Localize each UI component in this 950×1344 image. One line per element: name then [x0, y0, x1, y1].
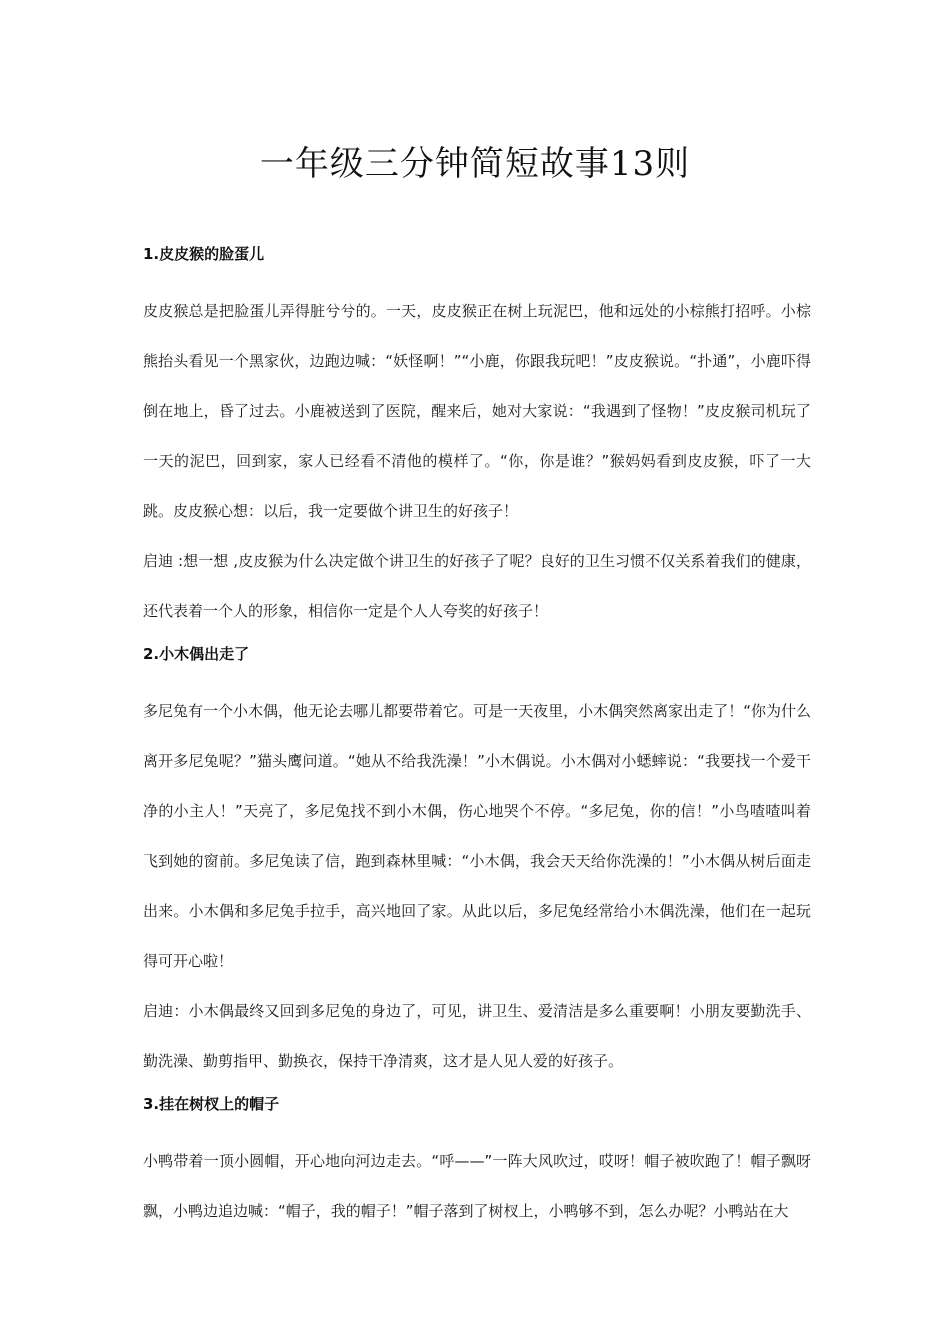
story-heading: 3.挂在树杈上的帽子 — [143, 1095, 280, 1113]
story-2 — [143, 636, 811, 1086]
story-1 — [143, 236, 811, 636]
story-body: 皮皮猴总是把脸蛋儿弄得脏兮兮的。一天，皮皮猴正在树上玩泥巴，他和远处的小棕熊打招呼。小棕熊抬头看见一个黑家伙，边跑边喊：“妖怪啊！”“小鹿，你跟我玩吧！”皮皮猴说。“扑通”，小鹿吓得倒在地上，昏了过去。小鹿被送到了医院，醒来后，她对大家说：“我遇到了怪物！”皮皮猴司机玩了一天的泥巴，回到家，家人已经看不清他的模样了。“你，你是谁？”猴妈妈看到皮皮猴，吓了一大跳。皮皮猴心想：以后，我一定要做个讲卫生的好孩子！ — [143, 302, 811, 520]
story-body: 小鸭带着一顶小圆帽，开心地向河边走去。“呼——”一阵大风吹过，哎呀！帽子被吹跑了！帽子飘呀飘，小鸭边追边喊：“帽子，我的帽子！”帽子落到了树杈上，小鸭够不到，怎么办呢？小鸭站在大 — [143, 1152, 811, 1220]
story-moral: 启迪：小木偶最终又回到多尼兔的身边了，可见，讲卫生、爱清洁是多么重要啊！小朋友要勤洗手、勤洗澡、勤剪指甲、勤换衣，保持干净清爽，这才是人见人爱的好孩子。 — [143, 1002, 811, 1070]
story-heading: 1.皮皮猴的脸蛋儿 — [143, 245, 265, 263]
story-moral: 启迪 :想一想 ,皮皮猴为什么决定做个讲卫生的好孩子了呢？良好的卫生习惯不仅关系着我们的健康，还代表着一个人的形象，相信你一定是个人人夸奖的好孩子！ — [143, 552, 811, 620]
story-body: 多尼兔有一个小木偶，他无论去哪儿都要带着它。可是一天夜里，小木偶突然离家出走了！“你为什么离开多尼兔呢？”猫头鹰问道。“她从不给我洗澡！”小木偶说。小木偶对小蟋蟀说：“我要找一个爱干净的小主人！”天亮了，多尼兔找不到小木偶，伤心地哭个不停。“多尼兔，你的信！”小鸟喳喳叫着飞到她的窗前。多尼兔读了信，跑到森林里喊：“小木偶，我会天天给你洗澡的！”小木偶从树后面走出来。小木偶和多尼兔手拉手，高兴地回了家。从此以后，多尼兔经常给小木偶洗澡，他们在一起玩得可开心啦！ — [143, 702, 811, 970]
story-heading: 2.小木偶出走了 — [143, 645, 250, 663]
story-3 — [143, 1086, 811, 1236]
document-content — [143, 236, 811, 1236]
document-title: 一年级三分钟简短故事13则 — [259, 144, 691, 184]
